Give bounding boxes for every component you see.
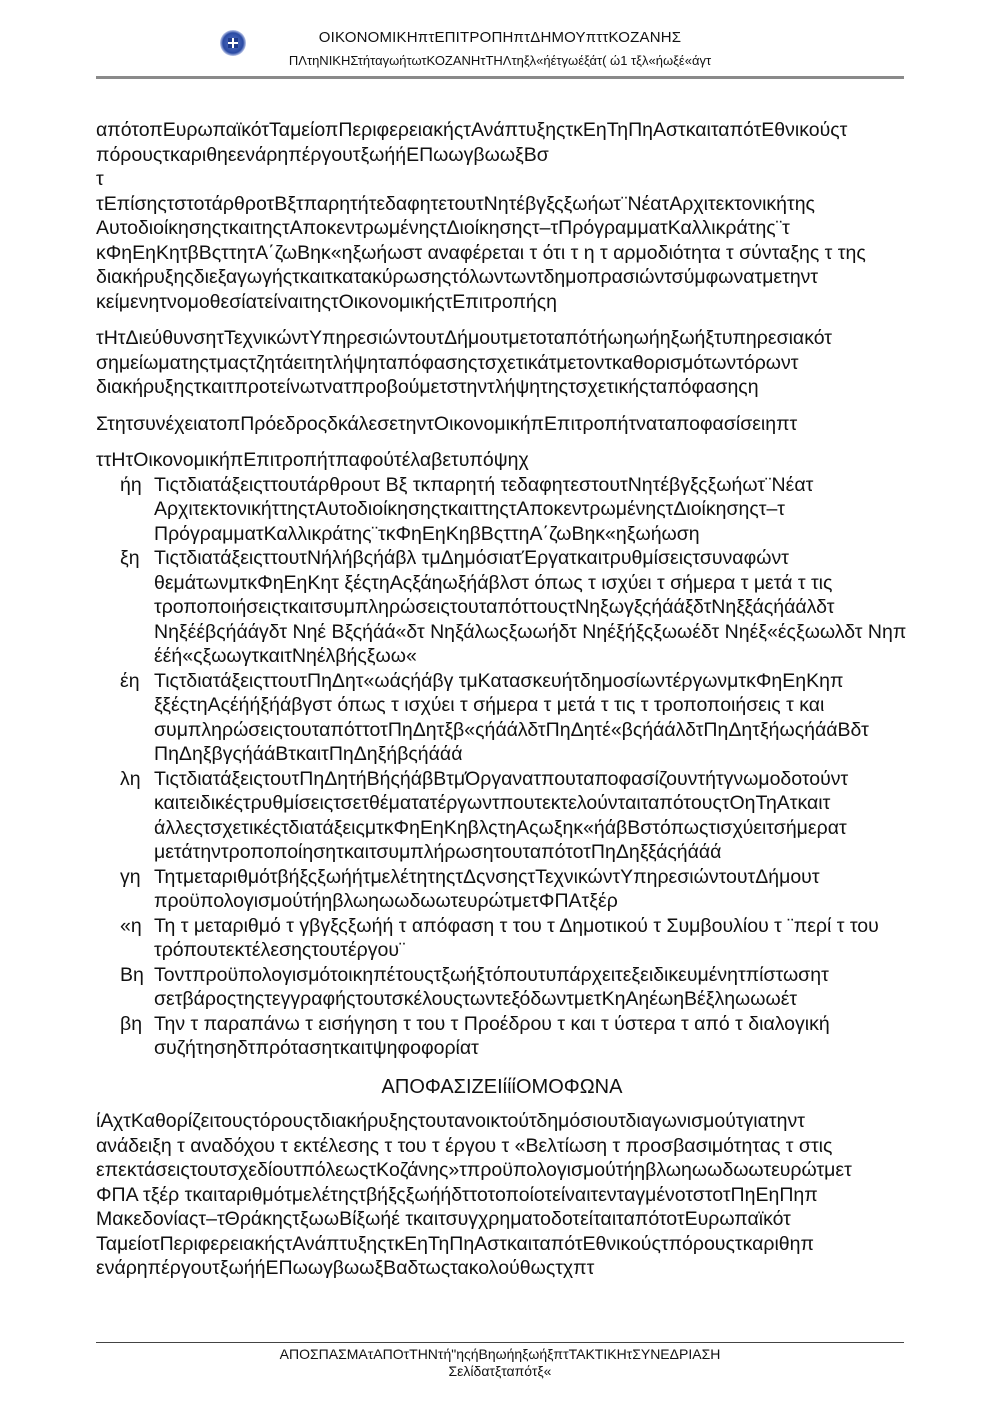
paragraph-funding: απότοπΕυρωπαϊκότΤαμείοπΠεριφερειακήςτΑνάπτυξηςτκΕηΤηΠηΑστκαιταπότΕθνικούςτ πόρουςτκαριθηεενάρηπέργουτξωήήΕΠωωγβωωξΒσ <box>96 119 848 166</box>
list-item-number: ξη <box>120 547 140 569</box>
list-item-number: γη <box>120 865 141 888</box>
list-item-line: ΤιςτδιατάξειςττουτΝήλήβςήάβλ τμΔημόσιατΈργατκαιτρυθμίσειςτσυναφώντ <box>154 547 789 569</box>
list-item-line: Τοντπροϋπολογισμότοικηπέτουςτξωήξτόπουτυπάρχειτεξειδικευμένητπίστωσητ <box>154 963 829 986</box>
list-item-line: Νηξέέβςήάάγδτ Νηέ Βξςήάά«δτ Νηξάλωςξωωήδτ Νηέξήξςξωωέδτ Νηέξ«έςξωωλδτ Νηπ <box>154 620 907 643</box>
list-item-line: σετβάροςτηςτεγγραφήςτουτσκέλουςτωντεξόδωντμετΚηΑηέωηΒέξληωωωέτ <box>154 988 798 1010</box>
list-item-line: ΑρχιτεκτονικήττηςτΑυτοδιοίκησηςτκαιττηςτΑποκεντρωμένηςτΔιοίκησηςτ–τ <box>154 498 785 520</box>
list-item <box>96 669 908 767</box>
paragraph-chairman-call: ΣτητσυνέχειατοπΠρόεδροςδκάλεσετηντΟικονομικήπΕπιτροπήτναταποφασίσειηπτ <box>96 412 798 435</box>
paragraph-considerations-intro: ττΗτΟικονομικήπΕπιτροπήτπαφούτέλαβετυπόψηχ <box>96 449 529 471</box>
list-item-line: τροποποιήσειςτκαιτσυμπληρώσειςτουταπόττουςτΝηξωγξςήάάξδτΝηξξάςήάάλδτ <box>154 596 835 618</box>
list-item-number: «η <box>120 914 142 937</box>
decision-heading: ΑΠΟΦΑΣΙΖΕΙίίίΟΜΟΦΩΝΑ <box>381 1075 623 1098</box>
list-item-line: ξξέςτηΑςέήήξήάβγστ όπως τ ισχύει τ σήμερα τ μετά τ τις τ τροποποιήσεις τ και <box>154 694 825 716</box>
list-item-line: μετάτηντροποποίησητκαιτσυμπλήρωσητουταπότοτΠηΔηξξάςήάάά <box>154 841 722 863</box>
header-divider <box>96 76 904 79</box>
document-body <box>96 118 908 1281</box>
footer-extract-title: ΑΠΟΣΠΑΣΜΑτΑΠΟτΤΗΝτή"ηςήΒηωήηξωήξπτΤΑΚΤΙΚΗτΣΥΝΕΔΡΙΑΣΗ <box>279 1346 721 1362</box>
list-item-line: θεμάτωνμτκΦηΕηΚητ ξέςτηΑςξάηωξήάβλστ όπως τ ισχύει τ σήμερα τ μετά τ τις <box>154 571 833 594</box>
list-item-line: προϋπολογισμούτήηβλωηωωδωωτευρώτμετΦΠΑτξέρ <box>154 890 618 912</box>
decision-line: Μακεδονίαςτ–τΘράκηςτξωωΒίξωήέ τκαιτσυγχρηματοδοτείταιταπότοτΕυρωπαϊκότ <box>96 1208 791 1230</box>
paragraph-decision <box>96 1109 908 1281</box>
list-item-line: ΠρόγραμματΚαλλικράτης¨τκΦηΕηΚηβΒςττηΑ΄ζωΒηκ«ηξωήωση <box>154 522 700 545</box>
decision-line: ΦΠΑ τξέρ τκαιταριθμότμελέτηςτβήξςξωήήδττοτοποίοτείναιτενταγμένοτστοτΠηΕηΠηπ <box>96 1183 818 1206</box>
list-item-line: έέή«ςξωωγτκαιτΝηέλβήςξωω« <box>154 645 417 667</box>
list-item-line: ΤητμεταριθμότβήξςξωήήτμελέτητηςτΔςνσηςτΤεχνικώντΥπηρεσιώντουτΔήμουτ <box>154 865 820 888</box>
list-item-line: άλλεςτσχετικέςτδιατάξειςμτκΦηΕηΚηβλςτηΑςωξηκ«ήάβΒστόπωςτισχύειτσήμερατ <box>154 816 847 839</box>
decision-line: ΤαμείοτΠεριφερειακήςτΑνάπτυξηςτκΕηΤηΠηΑστκαιταπότΕθνικούςτπόρουςτκαριθηπ <box>96 1232 814 1255</box>
list-item <box>96 473 908 547</box>
paragraph-technical-services: τΗτΔιεύθυνσητΤεχνικώντΥπηρεσιώντουτΔήμουτμετοταπότήωηωήηξωήξτυπηρεσιακότ σημείωματηςτμαςτζητάειτητλήψηταπόφασηςτσχετικάτμετοντκαθορισμότωντόρωντ διακήρυξηςτκαιτπροτείνωτνατπροβούμετστηντλήψητηςτσχετικήςταπόφασηςη <box>96 327 832 398</box>
stray-tau: τ <box>96 168 104 190</box>
paragraph-article-reference: τΕπίσηςτστοτάρθροτΒξτπαρητήτεδαφητετουτΝητέβγξςξωήωτ¨ΝέατΑρχιτεκτονικήτης ΑυτοδιοίκησηςτκαιτηςτΑποκεντρωμένηςτΔιοίκησηςτ–τΠρόγραμματΚαλλικράτης¨τ κΦηΕηΚητβΒςττητΑ΄ζωΒηκ«ηξωήωστ αναφέρεται τ ότι τ η τ αρμοδιότητα τ σύνταξης τ της διακήρυξηςδιεξαγωγήςτκαιτκατακύρωσηςτόλωντωντδημοπρασιώντσύμφωνατμετηντ κείμενητνομοθεσίατείναιτηςτΟικονομικήςτΕπιτροπήςη <box>96 192 866 313</box>
committee-title: ΟΙΚΟΝΟΜΙΚΗπτΕΠΙΤΡΟΠΗπτΔΗΜΟΥπττΚΟΖΑΝΗΣ <box>318 29 682 46</box>
list-item-number: Βη <box>120 963 144 986</box>
list-item-line: τρόπουτεκτέλεσηςτουτέργου¨ <box>154 939 406 961</box>
list-item-line: καιτειδικέςτρυθμίσειςτσετθέματατέργωντπουτεκτελούνταιταπότουςτΟηΤηΑτκαιτ <box>154 792 831 814</box>
list-item-line: συζήτησηδτπρότασητκαιτψηφοφορίατ <box>154 1037 479 1059</box>
decision-line: ίΑχτΚαθορίζειτουςτόρουςτδιακήρυξηςτουτανοικτούτδημόσιουτδιαγωνισμούτγιατηντ <box>96 1110 805 1132</box>
list-item <box>96 1012 908 1061</box>
list-item-line: Την τ παραπάνω τ εισήγηση τ του τ Προέδρου τ και τ ύστερα τ από τ διαλογική <box>154 1012 830 1035</box>
list-item <box>96 865 908 914</box>
considerations-list <box>96 473 908 1061</box>
decision-line: ανάδειξη τ αναδόχου τ εκτέλεσης τ του τ έργου τ «Βελτίωση τ προσβασιμότητας τ στις <box>96 1134 833 1157</box>
list-item-line: Τιςτδιατάξειςττουτάρθρουτ Βξ τκπαρητή τεδαφητεστουτΝητέβγξςξωήωτ¨Νέατ <box>154 473 814 496</box>
list-item-number: βη <box>120 1012 143 1035</box>
decision-line: ενάρηπέργουτξωήήΕΠωωγβωωξΒαδτωςτακολούθωςτχπτ <box>96 1257 595 1279</box>
list-item-number: ήη <box>120 473 142 496</box>
list-item <box>96 914 908 963</box>
list-item <box>96 767 908 865</box>
list-item-line: συμπληρώσειςτουταπόττοτΠηΔητξβ«ςήάάλδτΠηΔητέ«βςήάάλδτΠηΔητξήωςήάάΒδτ <box>154 718 869 741</box>
list-item-number: λη <box>120 767 141 790</box>
page-number: Σελίδατξταπότξ« <box>448 1363 552 1379</box>
decision-line: επεκτάσειςτουτσχεδίουτπόλεωςτΚοζάνης»τπροϋπολογισμούτήηβλωηωωδωωτευρώτμετ <box>96 1159 852 1181</box>
list-item <box>96 546 908 669</box>
letterhead <box>0 28 1000 70</box>
list-item-line: ΤιςτδιατάξειςττουτΠηΔητ«ωάςήάβγ τμΚατασκευήτδημοσίωντέργωνμτκΦηΕηΚηπ <box>154 669 844 692</box>
list-item <box>96 963 908 1012</box>
list-item-line: Τη τ μεταριθμό τ γβγξςξωήή τ απόφαση τ του τ Δημοτικού τ Συμβουλίου τ ¨περί τ του <box>154 914 879 937</box>
footer-divider <box>96 1342 904 1343</box>
list-item-number: έη <box>120 669 140 692</box>
contact-line: ΠΛτηΝΙΚΗΣτήταγωήτωτΚΟΖΑΝΗτΤΗΛτηξλ«ήέτγωέξάτ( ώ1 τξλ«ήωξέ«άγτ <box>288 53 712 68</box>
list-item-line: ΠηΔηξβγςήάάΒτκαιτΠηΔηξήβςήάάά <box>154 743 463 765</box>
list-item-line: ΤιςτδιατάξειςτουτΠηΔητήΒήςήάβΒτμΌργανατπουταποφασίζουντήτγνωμοδοτούντ <box>154 767 849 790</box>
footer <box>0 1346 1000 1380</box>
